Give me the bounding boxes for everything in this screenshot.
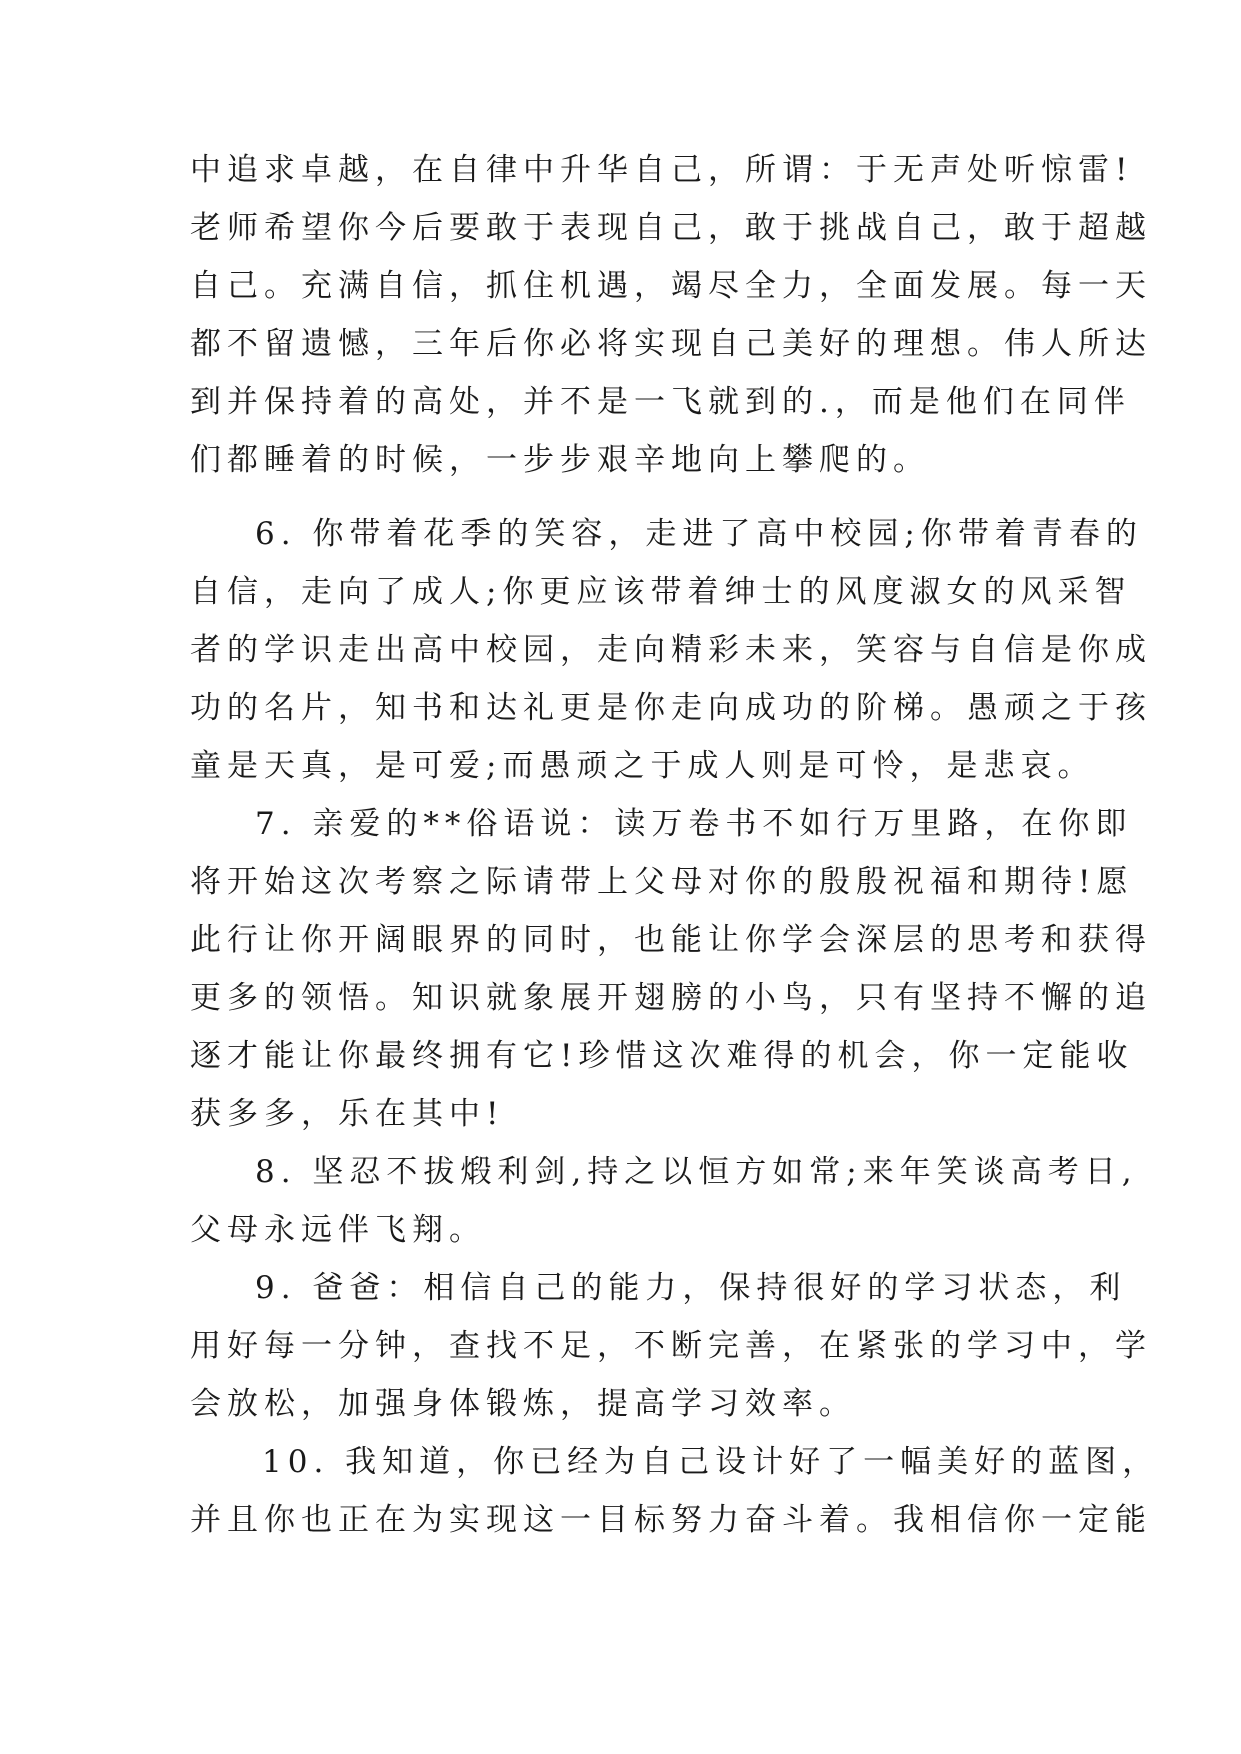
text-line: 更多的领悟。知识就象展开翅膀的小鸟，只有坚持不懈的追 (190, 980, 1152, 1016)
text-line: 到并保持着的高处，并不是一飞就到的.，而是他们在同伴 (190, 384, 1131, 420)
text-line: 者的学识走出高中校园，走向精彩未来，笑容与自信是你成 (190, 632, 1152, 668)
paragraph-7-first-line: 7. 亲爱的**俗语说：读万卷书不如行万里路，在你即 (255, 806, 1133, 842)
text-line: 都不留遗憾，三年后你必将实现自己美好的理想。伟人所达 (190, 326, 1152, 362)
text-line: 中追求卓越，在自律中升华自己，所谓：于无声处听惊雷! (190, 152, 1134, 188)
text-line: 功的名片，知书和达礼更是你走向成功的阶梯。愚顽之于孩 (190, 690, 1152, 726)
text-line: 获多多，乐在其中! (190, 1096, 505, 1132)
text-line: 父母永远伴飞翔。 (190, 1212, 486, 1248)
text-line: 并且你也正在为实现这一目标努力奋斗着。我相信你一定能 (190, 1502, 1152, 1538)
text-line: 将开始这次考察之际请带上父母对你的殷殷祝福和期待!愿 (190, 864, 1134, 900)
text-line: 童是天真，是可爱;而愚顽之于成人则是可怜，是悲哀。 (190, 748, 1095, 784)
text-line: 们都睡着的时候，一步步艰辛地向上攀爬的。 (190, 442, 930, 478)
text-line: 用好每一分钟，查找不足，不断完善，在紧张的学习中，学 (190, 1328, 1152, 1364)
text-line: 老师希望你今后要敢于表现自己，敢于挑战自己，敢于超越 (190, 210, 1152, 246)
text-line: 自己。充满自信，抓住机遇，竭尽全力，全面发展。每一天 (190, 268, 1152, 304)
paragraph-8-first-line: 8. 坚忍不拔煅利剑,持之以恒方如常;来年笑谈高考日, (255, 1154, 1138, 1190)
paragraph-9-first-line: 9. 爸爸：相信自己的能力，保持很好的学习状态，利 (255, 1270, 1127, 1306)
text-line: 此行让你开阔眼界的同时，也能让你学会深层的思考和获得 (190, 922, 1152, 958)
text-line: 逐才能让你最终拥有它!珍惜这次难得的机会，你一定能收 (190, 1038, 1134, 1074)
paragraph-6-first-line: 6. 你带着花季的笑容，走进了高中校园;你带着青春的 (255, 516, 1143, 552)
text-line: 自信，走向了成人;你更应该带着绅士的风度淑女的风采智 (190, 574, 1132, 610)
paragraph-10-first-line: 10. 我知道，你已经为自己设计好了一幅美好的蓝图， (262, 1444, 1160, 1480)
text-line: 会放松，加强身体锻炼，提高学习效率。 (190, 1386, 856, 1422)
